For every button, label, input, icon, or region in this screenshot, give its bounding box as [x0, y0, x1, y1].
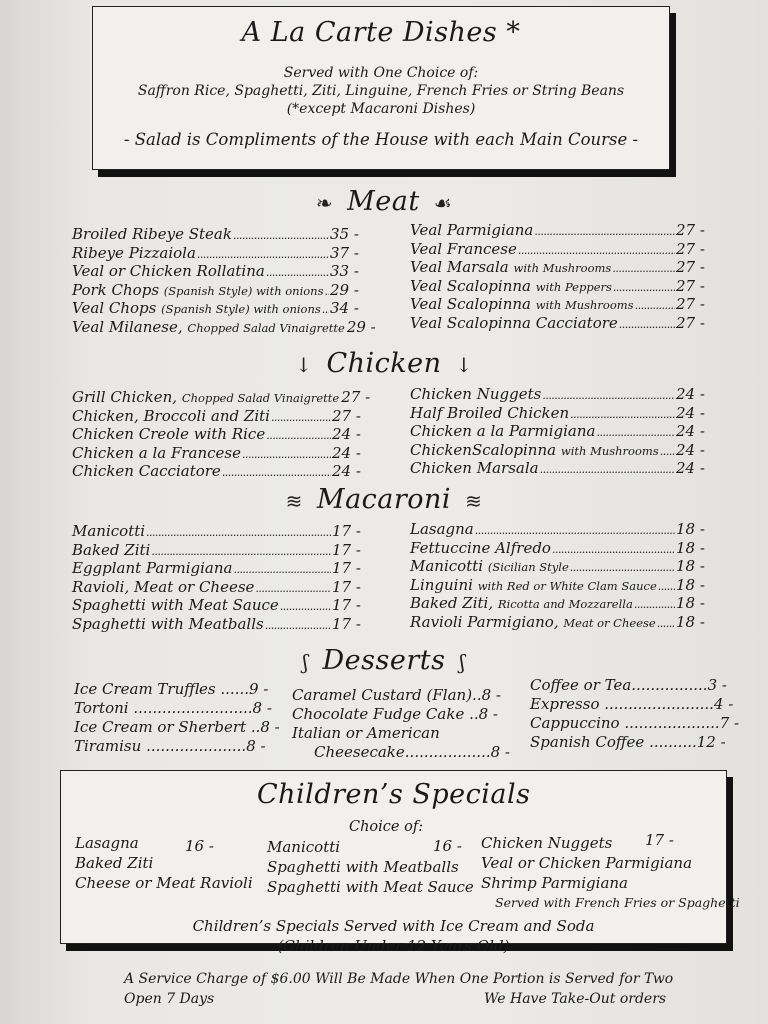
- menu-item-name: [72, 426, 265, 444]
- menu-item-name-text: Veal Scalopinna: [410, 276, 531, 295]
- menu-item-note: Chopped Salad Vinaigrette: [181, 391, 340, 405]
- menu-item: [410, 614, 706, 633]
- menu-item-note: (Sicilian Style: [487, 560, 569, 574]
- menu-item-name: [72, 542, 150, 560]
- menu-item-price: 18 -: [676, 520, 705, 538]
- meat-right-column: [410, 222, 706, 333]
- menu-item-name: [72, 560, 232, 578]
- menu-item: [72, 282, 360, 301]
- childrens-specials-box: [60, 770, 740, 955]
- dot-leader: [325, 282, 330, 301]
- menu-item-name-text: ChickenScalopinna: [410, 440, 557, 459]
- menu-item-price: 29 -: [330, 280, 359, 299]
- menu-item-price: 27 -: [676, 239, 705, 258]
- scroll-ornament-icon: ≋: [465, 488, 483, 513]
- menu-item: [410, 222, 706, 241]
- kids-item: Cheese or Meat Ravioli: [75, 874, 253, 892]
- menu-item: [72, 226, 360, 245]
- menu-item-price: 17 -: [332, 577, 361, 596]
- menu-item-name: [410, 614, 656, 633]
- menu-item-note: with Peppers: [535, 279, 612, 294]
- dessert-item: Expresso .......................4 -: [530, 695, 734, 713]
- menu-item-name-text: Ravioli, Meat or Cheese: [72, 577, 255, 596]
- kids-item: Spaghetti with Meatballs: [267, 858, 459, 876]
- menu-item-price: 18 -: [676, 538, 705, 557]
- menu-item-name-text: Veal Chops: [72, 299, 157, 317]
- dot-leader: [518, 241, 675, 260]
- menu-item-note: with Mushrooms: [560, 443, 659, 458]
- childrens-specials-title: Children’s Specials: [257, 779, 531, 810]
- a-la-carte-title: A La Carte Dishes *: [241, 17, 521, 48]
- dot-leader: [552, 540, 675, 559]
- kids-item: Chicken Nuggets: [481, 834, 613, 852]
- menu-item-price: 27 -: [676, 313, 705, 332]
- menu-item-name: [72, 408, 270, 426]
- menu-item-name: [410, 577, 657, 596]
- menu-item-name: [72, 389, 339, 408]
- menu-item-name: [72, 616, 264, 634]
- menu-item-name: [72, 282, 324, 301]
- menu-item-name: [410, 386, 541, 404]
- menu-item-price: 24 -: [332, 425, 361, 443]
- swirl-ornament-icon: ʃ: [459, 649, 466, 674]
- macaroni-right-column: [410, 521, 706, 632]
- menu-item-note: with Red or White Clam Sauce: [477, 578, 657, 593]
- dot-leader: [540, 460, 675, 479]
- menu-item: [410, 259, 706, 278]
- menu-item-price: 37 -: [330, 243, 359, 262]
- menu-item-price: 29 -: [346, 317, 376, 336]
- menu-item-name-text: Half Broiled Chicken: [410, 403, 570, 422]
- menu-item-price: 27 -: [676, 258, 705, 276]
- menu-item-name-text: Veal Scalopinna: [410, 295, 531, 313]
- dot-leader: [635, 296, 675, 315]
- swirl-ornament-icon: ʃ: [302, 649, 309, 674]
- menu-item-name-text: Broiled Ribeye Steak: [72, 225, 232, 243]
- scroll-ornament-icon: ≋: [285, 488, 303, 513]
- desserts-title-text: Desserts: [322, 645, 446, 676]
- menu-item: [410, 460, 706, 479]
- menu-item-price: 17 -: [332, 522, 361, 540]
- a-la-carte-header-box: [92, 6, 670, 170]
- menu-item-price: 17 -: [332, 540, 361, 559]
- menu-item: [410, 241, 706, 260]
- dot-leader: [266, 426, 331, 445]
- service-charge-note: A Service Charge of $6.00 Will Be Made When One Portion is Served for Two: [124, 971, 674, 987]
- dessert-item: Spanish Coffee ..........12 -: [530, 733, 726, 751]
- menu-item-price: 17 -: [332, 614, 361, 633]
- menu-item: [72, 597, 362, 616]
- menu-item-price: 27 -: [676, 295, 705, 313]
- desserts-section-title: [0, 645, 768, 676]
- menu-item: [410, 540, 706, 559]
- dessert-item: Chocolate Fudge Cake ..8 -: [292, 705, 499, 723]
- menu-item: [410, 521, 706, 540]
- dessert-item: Caramel Custard (Flan)..8 -: [292, 686, 501, 704]
- kids-age-line: (Children Under 12 Years Old): [277, 937, 510, 955]
- salad-line: - Salad is Compliments of the House with each Main Course -: [123, 130, 639, 149]
- menu-item-name-text: Spaghetti with Meat Sauce: [72, 596, 279, 614]
- menu-item: [410, 423, 706, 442]
- dot-leader: [265, 616, 331, 635]
- menu-item-name-text: Veal Scalopinna Cacciatore: [410, 313, 618, 332]
- dot-leader: [658, 577, 675, 596]
- kids-footer-line: Children’s Specials Served with Ice Cream and Soda: [192, 917, 595, 935]
- menu-item: [72, 523, 362, 542]
- menu-item-price: 18 -: [676, 594, 705, 612]
- menu-item-name: [410, 558, 569, 577]
- menu-item-price: 24 -: [676, 440, 705, 459]
- menu-item-price: 18 -: [676, 575, 705, 594]
- kids-item: Shrimp Parmigiana: [481, 874, 628, 892]
- dot-leader: [619, 315, 675, 334]
- menu-item-note: Ricotta and Mozzarella: [497, 597, 633, 611]
- macaroni-section-title: [0, 484, 768, 515]
- kids-price-3: 17 -: [645, 831, 674, 849]
- menu-item-name: [410, 222, 533, 240]
- menu-item: [72, 263, 360, 282]
- menu-item-note: Meat or Cheese: [563, 615, 656, 630]
- dot-leader: [542, 386, 675, 405]
- menu-item-price: 17 -: [332, 559, 361, 577]
- dot-leader: [280, 597, 331, 616]
- menu-item-name-text: Eggplant Parmigiana: [72, 559, 233, 577]
- menu-item: [72, 245, 360, 264]
- menu-item-price: 27 -: [676, 221, 705, 239]
- kids-item: Baked Ziti: [75, 854, 154, 872]
- menu-item: [72, 542, 362, 561]
- sides-line: Saffron Rice, Spaghetti, Ziti, Linguine, French Fries or String Beans: [137, 83, 625, 99]
- menu-item-name: [410, 296, 634, 315]
- desserts-col-1: [74, 680, 280, 756]
- dot-leader: [322, 300, 329, 319]
- menu-item-name: [410, 521, 474, 539]
- menu-item-price: 27 -: [341, 388, 371, 406]
- menu-item-price: 24 -: [332, 443, 361, 462]
- menu-item: [410, 442, 706, 461]
- menu-item-price: 24 -: [332, 462, 361, 480]
- dessert-item: Coffee or Tea................3 -: [530, 676, 727, 694]
- menu-item: [72, 463, 362, 482]
- open-7-days-note: Open 7 Days: [124, 991, 215, 1007]
- menu-item-name: [410, 315, 618, 333]
- menu-item-price: 24 -: [676, 403, 705, 422]
- kids-item: Manicotti: [267, 838, 341, 856]
- dot-leader: [146, 523, 331, 542]
- menu-item-name-text: Baked Ziti: [72, 540, 151, 559]
- menu-item-name: [72, 319, 345, 338]
- menu-item-name-text: Grill Chicken,: [72, 388, 178, 406]
- menu-item-name-text: Veal or Chicken Rollatina: [72, 262, 265, 280]
- menu-item: [72, 300, 360, 319]
- dot-leader: [233, 226, 329, 245]
- dot-leader: [271, 408, 331, 427]
- menu-item-name-text: Manicotti: [410, 557, 484, 575]
- menu-item-name: [72, 245, 196, 263]
- menu-item-name-text: Chicken Marsala: [410, 459, 539, 477]
- dot-leader: [660, 442, 675, 461]
- menu-item: [410, 278, 706, 297]
- meat-title-text: Meat: [347, 186, 420, 217]
- menu-item-name: [72, 300, 321, 319]
- meat-left-column: [72, 225, 376, 337]
- kids-item: Veal or Chicken Parmigiana: [481, 854, 693, 872]
- menu-item-price: 35 -: [330, 225, 359, 243]
- macaroni-title-text: Macaroni: [316, 484, 452, 515]
- dessert-item: Ice Cream Truffles ......9 -: [74, 680, 269, 698]
- menu-item-name-text: Manicotti: [72, 522, 146, 540]
- dessert-item: Italian or American: [292, 724, 440, 742]
- desserts-col-2: [292, 686, 510, 762]
- arrow-ornament-icon: ↓: [295, 352, 313, 377]
- dessert-item: Cappuccino ....................7 -: [530, 714, 740, 732]
- menu-item: [72, 408, 362, 427]
- kids-col-1: [75, 833, 253, 893]
- dot-leader: [233, 560, 331, 579]
- menu-item-name: [410, 259, 611, 278]
- menu-item-name: [410, 540, 551, 558]
- menu-item-note: (Spanish Style) with onions: [163, 283, 324, 298]
- kids-price-1: 16 -: [185, 837, 214, 855]
- kids-price-2: 16 -: [433, 837, 462, 855]
- menu-item-name: [410, 405, 569, 423]
- menu-item-name: [72, 523, 145, 541]
- menu-item-name: [410, 423, 595, 441]
- kids-item: Lasagna: [75, 834, 139, 852]
- menu-item: [72, 317, 376, 338]
- menu-item-price: 18 -: [676, 557, 705, 575]
- dot-leader: [151, 542, 331, 561]
- menu-item: [410, 296, 706, 315]
- menu-item: [72, 616, 362, 635]
- menu-item-name-text: Pork Chops: [72, 280, 160, 299]
- menu-item-name: [72, 263, 265, 281]
- menu-item-name-text: Chicken a la Parmigiana: [410, 422, 596, 440]
- menu-item-name: [72, 597, 279, 615]
- dot-leader: [613, 278, 675, 297]
- menu-item-name-text: Veal Parmigiana: [410, 221, 534, 239]
- menu-item-name: [410, 460, 539, 478]
- menu-item: [72, 579, 362, 598]
- menu-item-name-text: Ribeye Pizzaiola: [72, 243, 196, 262]
- menu-item-name-text: Ravioli Parmigiano,: [410, 612, 559, 631]
- dot-leader: [266, 263, 329, 282]
- menu-item-note: (Spanish Style) with onions: [161, 302, 321, 316]
- dot-leader: [596, 423, 675, 442]
- dot-leader: [570, 405, 675, 424]
- kids-item: Spaghetti with Meat Sauce: [267, 878, 474, 896]
- menu-item-name-text: Baked Ziti,: [410, 594, 494, 612]
- menu-item-note: Chopped Salad Vinaigrette: [187, 320, 345, 335]
- menu-item: [410, 405, 706, 424]
- menu-item-name-text: Veal Milanese,: [72, 317, 183, 336]
- take-out-note: We Have Take-Out orders: [484, 991, 667, 1007]
- arrow-ornament-icon: ↓: [455, 352, 473, 377]
- menu-item-name-text: Veal Marsala: [410, 258, 509, 276]
- menu-item-note: with Mushrooms: [513, 261, 612, 275]
- dot-leader: [570, 558, 675, 577]
- menu-item-price: 24 -: [676, 459, 705, 477]
- menu-item: [410, 386, 706, 405]
- menu-item-price: 27 -: [332, 406, 361, 425]
- dessert-item: Ice Cream or Sherbert ..8 -: [74, 718, 280, 736]
- chicken-right-column: [410, 386, 706, 479]
- dot-leader: [475, 521, 675, 540]
- dot-leader: [612, 259, 675, 278]
- menu-item-name-text: Fettuccine Alfredo: [410, 538, 551, 557]
- menu-item-name: [410, 278, 612, 297]
- menu-item-name-text: Chicken, Broccoli and Ziti: [72, 406, 270, 425]
- menu-item-name-text: Linguini: [410, 575, 473, 594]
- dot-leader: [634, 595, 675, 614]
- menu-item-price: 18 -: [676, 612, 705, 631]
- dot-leader: [255, 579, 331, 598]
- menu-item-name-text: Chicken Creole with Rice: [72, 425, 266, 443]
- served-with-line: Served with One Choice of:: [283, 65, 479, 81]
- menu-item-name-text: Chicken Nuggets: [410, 385, 542, 403]
- menu-item-name: [410, 595, 633, 614]
- menu-item-name: [410, 442, 659, 461]
- dot-leader: [242, 445, 331, 464]
- dot-leader: [222, 463, 331, 482]
- leaf-ornament-icon: ❧: [315, 190, 334, 215]
- dot-leader: [657, 614, 675, 633]
- leaf-ornament-icon: ☙: [433, 190, 453, 215]
- menu-item: [72, 388, 371, 408]
- dot-leader: [534, 222, 675, 241]
- menu-item-price: 17 -: [332, 596, 361, 614]
- menu-item-name: [72, 579, 254, 597]
- dot-leader: [197, 245, 329, 264]
- chicken-left-column: [72, 388, 371, 482]
- menu-item-price: 33 -: [330, 262, 359, 280]
- menu-item-name-text: Chicken a la Francese: [72, 443, 241, 462]
- dessert-item: Tortoni .........................8 -: [74, 699, 272, 717]
- meat-section-title: [0, 186, 768, 217]
- except-line: (*except Macaroni Dishes): [286, 101, 476, 117]
- menu-item-name-text: Lasagna: [410, 520, 474, 538]
- menu-item-name: [72, 463, 221, 481]
- menu-item-price: 27 -: [676, 276, 705, 295]
- chicken-title-text: Chicken: [326, 348, 442, 379]
- desserts-col-3: [530, 676, 739, 752]
- kids-col-3: [481, 833, 740, 913]
- menu-item: [72, 560, 362, 579]
- dessert-item: Tiramisu .....................8 -: [74, 737, 266, 755]
- menu-item-price: 24 -: [676, 422, 705, 440]
- menu-item-name: [72, 445, 241, 463]
- menu-item: [72, 426, 362, 445]
- menu-item: [410, 558, 706, 577]
- menu-item-price: 34 -: [330, 299, 359, 317]
- menu-item: [410, 577, 706, 596]
- menu-item-name-text: Veal Francese: [410, 239, 517, 258]
- chicken-section-title: [0, 348, 768, 379]
- choice-of-label: Choice of:: [349, 819, 424, 835]
- menu-item-note: with Mushrooms: [535, 298, 634, 312]
- menu-item-name: [72, 226, 232, 244]
- menu-item: [72, 445, 362, 464]
- menu-item-price: 24 -: [676, 385, 705, 403]
- macaroni-left-column: [72, 523, 362, 634]
- menu-item-name: [410, 241, 517, 259]
- menu-item-name-text: Spaghetti with Meatballs: [72, 614, 264, 633]
- menu-item: [410, 315, 706, 334]
- menu-item: [410, 595, 706, 614]
- menu-item-name-text: Chicken Cacciatore: [72, 462, 221, 480]
- kids-item-note: Served with French Fries or Spaghetti: [495, 895, 740, 910]
- dessert-item: Cheesecake..................8 -: [314, 743, 510, 761]
